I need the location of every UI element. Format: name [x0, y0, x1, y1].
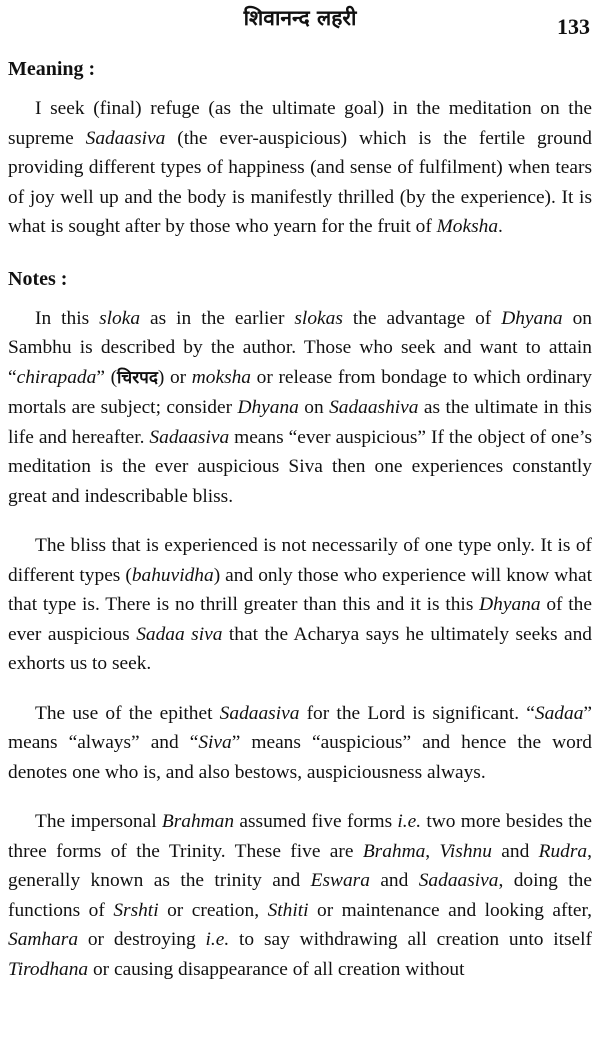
- notes-paragraph-2: The bliss that is experienced is not necessarily of one type only. It is of different types (bahuvidha) and only those who experience will know what that type is. There is no thrill greater than this and it is this Dhyana of the ever auspicious Sadaa siva that the Acharya says he ultimately seeks and exhorts us to seek.: [8, 535, 592, 674]
- notes-paragraph-3: The use of the epithet Sadaasiva for the Lord is significant. “Sadaa” means “always” and “Siva” means “auspicious” and hence the word denotes one who is, and also bestows, auspiciousness always.: [8, 702, 592, 783]
- running-header: [0, 4, 600, 38]
- notes-heading: Notes :: [8, 267, 68, 290]
- notes-paragraph-4: The impersonal Brahman assumed five forms i.e. two more besides the three forms of the Trinity. These five are Brahma, Vishnu and Rudra, generally known as the trinity and Eswara and Sadaasiva, doing the functions of Srshti or creation, Sthiti or maintenance and looking after, Samhara or destroying i.e. to say withdrawing all creation unto itself Tirodhana or causing disappearance of all creation without: [8, 811, 592, 980]
- notes-paragraph-1: In this sloka as in the earlier slokas the advantage of Dhyana on Sambhu is described by the author. Those who seek and want to attain “chirapada” (चिरपद) or moksha or release from bondage to which ordinary mortals are subject; consider Dhyana on Sadaashiva as the ultimate in this life and hereafter. Sadaasiva means “ever auspicious” If the object of one’s meditation is the ever auspicious Siva then one experiences constantly great and indescribable bliss.: [8, 307, 592, 507]
- meaning-paragraph: I seek (final) refuge (as the ultimate goal) in the meditation on the supreme Sadaasiva (the ever-auspicious) which is the fertile ground providing different types of happiness (and sense of fulfilment) when tears of joy well up and the body is manifestly thrilled (by the experience). It is what is sought after by those who yearn for the fruit of Moksha.: [8, 98, 592, 237]
- page-body: [8, 56, 592, 984]
- devanagari-term: चिरपद: [117, 367, 158, 388]
- running-title: शिवानन्द लहरी: [243, 6, 357, 30]
- meaning-heading: Meaning :: [8, 58, 96, 80]
- page-number: 133: [557, 14, 590, 39]
